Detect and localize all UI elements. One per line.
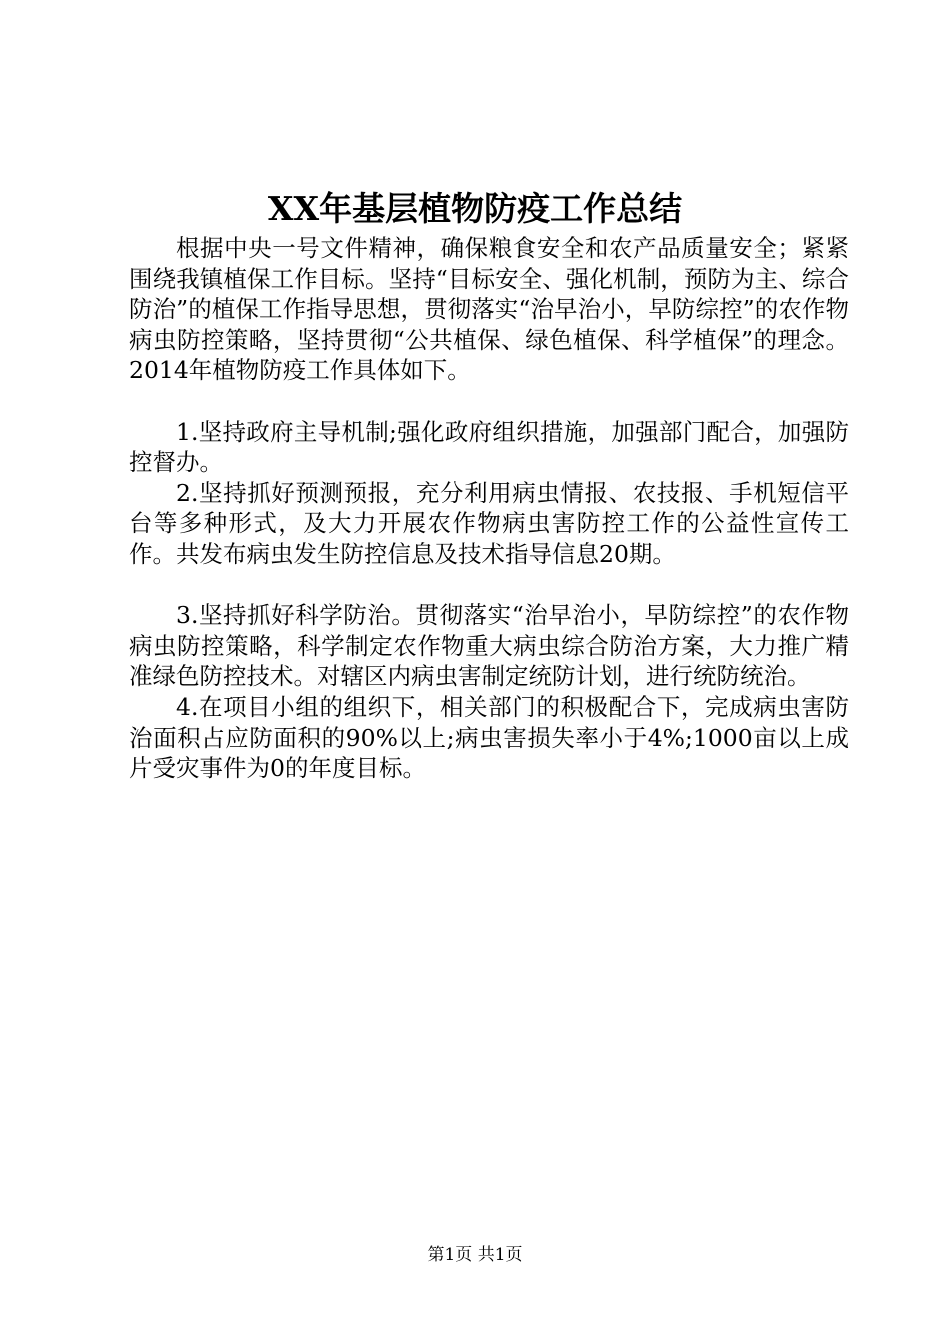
document-body [129,233,849,784]
paragraph-item-1: 1.坚持政府主导机制;强化政府组织措施，加强部门配合，加强防控督办。 [129,417,849,477]
intro-paragraph: 根据中央一号文件精神，确保粮食安全和农产品质量安全；紧紧围绕我镇植保工作目标。坚持“目标安全、强化机制，预防为主、综合防治”的植保工作指导思想，贯彻落实“治早治小，早防综控”的农作物病虫防控策略，坚持贯彻“公共植保、绿色植保、科学植保”的理念。2014年植物防疫工作具体如下。 [129,234,849,385]
paragraph-item-4: 4.在项目小组的组织下，相关部门的积极配合下，完成病虫害防治面积占应防面积的90%以上;病虫害损失率小于4%;1000亩以上成片受灾事件为0的年度目标。 [129,692,849,783]
document-title: XX年基层植物防疫工作总结 [267,189,683,228]
page-footer: 第1页 共1页 [427,1245,523,1265]
paragraph-item-3: 3.坚持抓好科学防治。贯彻落实“治早治小，早防综控”的农作物病虫防控策略，科学制定农作物重大病虫综合防治方案，大力推广精准绿色防控技术。对辖区内病虫害制定统防计划，进行统防统治。 [129,601,849,691]
paragraph-item-2: 2.坚持抓好预测预报，充分利用病虫情报、农技报、手机短信平台等多种形式，及大力开展农作物病虫害防控工作的公益性宣传工作。共发布病虫发生防控信息及技术指导信息20期。 [129,478,849,568]
